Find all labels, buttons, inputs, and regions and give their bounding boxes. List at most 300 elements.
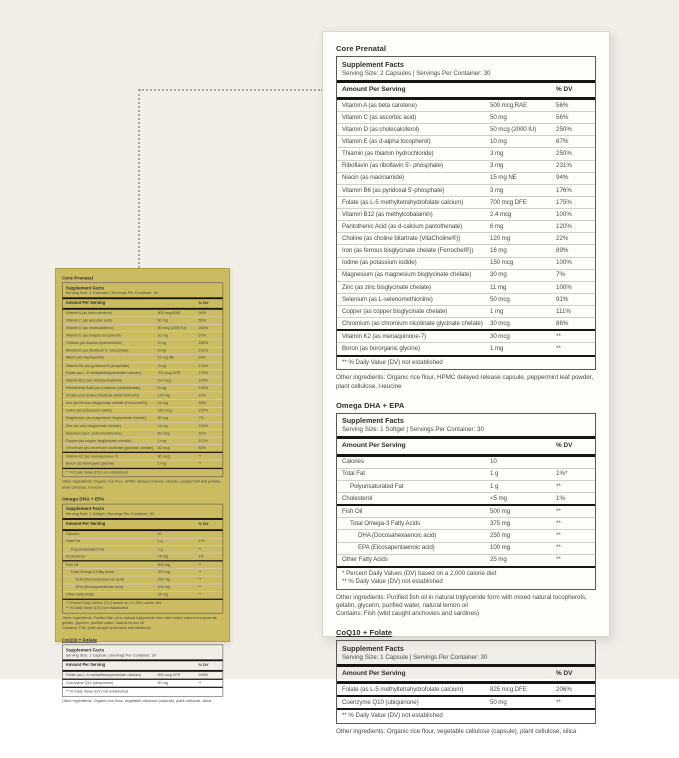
nutrient-name: Cholesterol xyxy=(65,554,85,559)
nutrient-amount: <5 mg xyxy=(490,494,507,502)
nutrient-name: Magnesium (as magnesium bisglycinate chelate) xyxy=(342,271,472,279)
nutrient-name: Polyunsaturated Fat xyxy=(350,482,404,490)
facts-title: Supplement Facts xyxy=(65,505,105,512)
text-line: Other ingredients: Purified fish oil in natural triglyceride form with mixed natural tocopherols, gelatin, glycerin, purified water, natural lemon oil xyxy=(336,593,587,609)
nutrient-amount: 11 mg xyxy=(490,283,507,291)
nutrient-name: Vitamin D (as cholecalciferol) xyxy=(65,325,114,331)
nutrient-amount: 375 mg xyxy=(157,570,170,575)
fact-row xyxy=(337,684,595,695)
nutrient-name: Boron (as bororganic glycine) xyxy=(65,461,115,467)
callout-connector-vertical-line xyxy=(138,89,140,268)
nutrient-amount: 2.4 mcg xyxy=(157,378,171,383)
nutrient-dv: 89% xyxy=(556,247,569,255)
facts-header xyxy=(337,57,595,83)
nutrient-dv: 89% xyxy=(198,400,207,406)
nutrient-dv: ** xyxy=(556,482,561,490)
text-line: Other ingredients: Organic rice flour, HPMC delayed release capsule, peppermint leaf powder, plant cellulose, l-leucine xyxy=(336,374,594,390)
nutrient-name: Chromium (as chromium nicotinate glycinate chelate) xyxy=(342,319,483,327)
nutrient-dv: 56% xyxy=(198,310,207,316)
fact-row xyxy=(337,492,595,504)
nutrient-amount: 16 mg xyxy=(157,400,168,406)
fact-row xyxy=(337,293,595,305)
nutrient-dv: 250% xyxy=(198,340,209,346)
column-header-row xyxy=(337,667,595,684)
nutrient-name: Folate (as L-5 methyltetrahydrofolate calcium) xyxy=(65,370,141,376)
serving-line: Serving Size: 2 Capsules | Servings Per Container: 30 xyxy=(65,290,158,296)
fact-row xyxy=(63,362,223,370)
nutrient-dv: ** xyxy=(556,532,561,540)
nutrient-amount: 30 mcg xyxy=(490,319,510,327)
column-header-row xyxy=(63,661,223,672)
nutrient-dv: ** xyxy=(556,345,561,353)
nutrient-amount: 1 mg xyxy=(157,438,166,443)
nutrient-dv: 250% xyxy=(556,125,572,133)
nutrient-dv: 86% xyxy=(556,319,569,327)
nutrient-amount: 50 mcg (2000 IU) xyxy=(490,125,537,133)
serving-line: Serving Size: 1 Softgel | Servings Per Container: 30 xyxy=(342,426,484,434)
serving-line: Serving Size: 2 Capsules | Servings Per Container: 30 xyxy=(342,69,491,77)
facts-rows xyxy=(337,457,595,566)
nutrient-amount: 3 mg xyxy=(490,162,504,170)
nutrient-name: EPA (Eicosapentaenoic acid) xyxy=(358,544,435,552)
fact-row xyxy=(63,562,223,569)
text-line: * Percent Daily Values (DV) based on a 2,000 calorie diet xyxy=(342,569,497,577)
nutrient-amount: 3 mg xyxy=(157,363,166,368)
facts-footnotes xyxy=(337,355,595,370)
text-line: Other ingredients: Organic rice flour, vegetable cellulose (capsule), plant cellulose, silica xyxy=(336,728,577,736)
nutrient-dv: ** xyxy=(556,556,561,564)
nutrient-dv: 67% xyxy=(556,138,569,146)
nutrient-amount: 150 mcg xyxy=(157,408,172,413)
nutrient-dv: ** xyxy=(556,507,561,515)
fact-row xyxy=(337,172,595,184)
fact-row xyxy=(63,568,223,576)
facts-title: Supplement Facts xyxy=(65,284,105,291)
nutrient-dv: 1% xyxy=(198,554,204,559)
nutrient-dv: 7% xyxy=(556,271,565,279)
facts-footnotes xyxy=(63,687,223,696)
nutrient-dv: 22% xyxy=(556,235,569,243)
serving-line: Serving Size: 1 Capsule | Servings Per Container: 30 xyxy=(65,653,156,658)
nutrient-name: Polyunsaturated Fat xyxy=(70,546,104,552)
fact-row xyxy=(63,429,223,437)
nutrient-name: Copper (as copper bisglycinate chelate) xyxy=(65,438,131,443)
product-label-thumbnail xyxy=(55,268,230,704)
nutrient-amount: 700 mcg DFE xyxy=(157,370,181,376)
product-core-prenatal xyxy=(336,44,596,391)
fact-row xyxy=(337,457,595,468)
fact-row xyxy=(63,444,223,452)
nutrient-dv: 176% xyxy=(198,363,209,368)
nutrient-name: Selenium (as L-selenomethionine) xyxy=(65,431,122,436)
nutrient-name: Folate (as L-5 methyltetrahydrofolate calcium) xyxy=(65,672,141,678)
nutrient-dv: 91% xyxy=(556,295,569,303)
nutrient-name: Calories xyxy=(342,458,364,466)
fact-row xyxy=(337,208,595,220)
column-header-row xyxy=(63,299,223,310)
text-line: ** % Daily Value (DV) not established xyxy=(342,712,443,720)
nutrient-dv: 100% xyxy=(198,378,209,383)
nutrient-name: Copper (as copper bisglycinate chelate) xyxy=(342,307,448,315)
nutrient-name: Pantothenic Acid (as d-calcium pantothenate) xyxy=(65,385,141,391)
text-line: ** % Daily Value (DV) not established xyxy=(342,578,443,585)
nutrient-name: Vitamin B12 (as methylcobalamin) xyxy=(65,378,122,383)
text-line: ** % Daily Value (DV) not established xyxy=(65,689,129,694)
facts-footnotes xyxy=(337,708,595,723)
product-coq10-folate xyxy=(336,628,596,736)
other-ingredients xyxy=(336,728,596,736)
nutrient-name: Choline (as choline bitartrate (VitaCholine®)) xyxy=(65,393,139,398)
amount-per-serving-header: Amount Per Serving xyxy=(342,442,406,450)
nutrient-amount: 25 mg xyxy=(157,592,168,597)
nutrient-amount: 500 mcg RAE xyxy=(157,310,181,316)
nutrient-amount: 30 mg xyxy=(490,271,507,279)
nutrient-amount: 3 mg xyxy=(157,348,166,353)
nutrient-name: Total Omega-3 Fatty Acids xyxy=(70,570,115,575)
nutrient-dv: 231% xyxy=(556,162,572,170)
facts-section xyxy=(337,329,595,354)
nutrient-amount: 250 mg xyxy=(490,532,511,540)
nutrient-name: EPA (Eicosapentaenoic acid) xyxy=(75,585,124,590)
nutrient-amount: 100 mg xyxy=(157,585,170,590)
nutrient-name: Folate (as L-5 methyltetrahydrofolate calcium) xyxy=(342,198,464,206)
facts-section xyxy=(337,684,595,695)
fact-row xyxy=(63,680,223,687)
other-ingredients xyxy=(62,616,223,631)
nutrient-dv: 7% xyxy=(198,416,204,421)
nutrient-amount: 10 mg xyxy=(490,138,507,146)
nutrient-name: Vitamin E (as d-alpha tocopherol) xyxy=(342,138,431,146)
nutrient-name: Vitamin C (as ascorbic acid) xyxy=(342,113,417,121)
facts-header xyxy=(63,645,223,661)
fact-row xyxy=(337,147,595,159)
nutrient-amount: 120 mg xyxy=(157,393,170,398)
facts-title: Supplement Facts xyxy=(342,59,404,69)
nutrient-amount: 50 mcg (2000 IU) xyxy=(157,325,187,331)
nutrient-amount: 500 mg xyxy=(157,562,170,567)
fact-row xyxy=(63,531,223,538)
fact-row xyxy=(63,583,223,591)
nutrient-amount: 150 mcg xyxy=(490,259,514,267)
other-ingredients xyxy=(336,594,596,619)
fact-row xyxy=(63,384,223,392)
nutrient-name: Total Fat xyxy=(342,470,365,478)
nutrient-amount: 50 mcg xyxy=(157,431,170,436)
fact-row xyxy=(337,257,595,269)
other-ingredients xyxy=(336,374,596,390)
serving-line: Serving Size: 1 Softgel | Servings Per Container: 30 xyxy=(65,511,154,517)
label-zoom-panel xyxy=(322,31,610,736)
nutrient-dv: 94% xyxy=(556,174,569,182)
fact-row xyxy=(63,545,223,553)
column-header-row xyxy=(337,439,595,456)
nutrient-name: Zinc (as zinc bisglycinate chelate) xyxy=(65,423,121,428)
nutrient-amount: 1 g xyxy=(490,470,499,478)
nutrient-dv: 67% xyxy=(198,333,207,338)
nutrient-amount: <5 mg xyxy=(157,554,168,559)
product-title: Omega DHA + EPA xyxy=(336,400,405,410)
product-core-prenatal xyxy=(62,275,223,490)
supplement-facts-box xyxy=(336,56,596,370)
supplement-facts-box xyxy=(62,645,223,697)
text-line: Other ingredients: Organic rice flour, vegetable cellulose (capsule), plant cellulose, silica xyxy=(62,699,212,704)
fact-row xyxy=(337,220,595,232)
supplement-facts-box xyxy=(336,640,596,724)
nutrient-dv: 231% xyxy=(198,348,209,353)
nutrient-name: Iodine (as potassium iodide) xyxy=(65,408,112,413)
nutrient-dv: 111% xyxy=(556,307,571,315)
facts-section xyxy=(337,695,595,708)
nutrient-amount: 100 mg xyxy=(490,544,511,552)
fact-row xyxy=(63,407,223,415)
nutrient-name: Vitamin B6 (as pyridoxal 5'-phosphate) xyxy=(342,186,445,194)
nutrient-dv: 100% xyxy=(556,259,572,267)
nutrient-amount: 10 xyxy=(157,531,162,537)
nutrient-dv: ** xyxy=(556,519,561,527)
nutrient-dv: 111% xyxy=(198,438,208,443)
fact-row xyxy=(337,184,595,196)
fact-row xyxy=(337,542,595,554)
nutrient-dv: 175% xyxy=(556,198,572,206)
supplement-facts-box xyxy=(336,413,596,590)
nutrient-dv: ** xyxy=(556,544,561,552)
nutrient-name: DHA (Docosahexaenoic acid) xyxy=(75,577,125,582)
nutrient-dv: ** xyxy=(198,681,202,686)
nutrient-name: Coenzyme Q10 (ubiquinone) xyxy=(65,681,114,686)
nutrient-amount: 11 mg xyxy=(157,423,168,428)
product-title: Core Prenatal xyxy=(62,275,94,281)
nutrient-amount: 3 mg xyxy=(157,340,166,346)
nutrient-dv: 100% xyxy=(556,210,572,218)
fact-row xyxy=(337,269,595,281)
nutrient-dv: ** xyxy=(198,562,202,567)
nutrient-dv: ** xyxy=(198,546,202,552)
serving-line: Serving Size: 1 Capsule | Servings Per Container: 30 xyxy=(342,653,488,661)
column-header-row xyxy=(63,520,223,531)
fact-row xyxy=(63,591,223,599)
fact-row xyxy=(337,554,595,566)
nutrient-name: Riboflavin (as riboflavin 5'- phosphate) xyxy=(65,348,129,353)
nutrient-dv: ** xyxy=(556,333,561,341)
nutrient-amount: 50 mg xyxy=(490,699,507,707)
nutrient-dv: ** xyxy=(198,585,202,590)
nutrient-name: Niacin (as niacinamide) xyxy=(65,355,105,361)
nutrient-amount: 25 mg xyxy=(490,556,507,564)
text-line: Other ingredients: Purified fish oil in natural triglyceride form with mixed natural tocopherols, gelatin, glycerin, purified water, natural lemon oil xyxy=(62,615,218,626)
facts-title: Supplement Facts xyxy=(65,646,105,653)
nutrient-amount: 1 mg xyxy=(490,345,504,353)
fact-row xyxy=(63,332,223,340)
nutrient-dv: 1%* xyxy=(556,470,568,478)
fact-row xyxy=(337,331,595,342)
fact-row xyxy=(337,123,595,135)
nutrient-name: DHA (Docosahexaenoic acid) xyxy=(358,532,437,540)
nutrient-name: Vitamin B6 (as pyridoxal 5'-phosphate) xyxy=(65,363,130,368)
nutrient-name: Vitamin A (as beta carotene) xyxy=(65,310,113,316)
nutrient-name: Iron (as ferrous bisglycinate chelate (Ferrochel®)) xyxy=(65,400,148,406)
fact-row xyxy=(337,529,595,541)
facts-rows xyxy=(63,310,223,468)
nutrient-name: Choline (as choline bitartrate (VitaCholine®)) xyxy=(342,235,461,243)
nutrient-name: Fish Oil xyxy=(342,507,363,515)
nutrient-amount: 375 mg xyxy=(490,519,511,527)
fact-row xyxy=(337,135,595,147)
nutrient-dv: 22% xyxy=(198,393,207,398)
nutrient-amount: 1 g xyxy=(490,482,499,490)
supplement-facts-box xyxy=(62,504,223,614)
nutrient-name: Cholesterol xyxy=(342,494,373,502)
facts-section xyxy=(63,452,223,468)
fact-row xyxy=(337,196,595,208)
label-content xyxy=(62,275,223,704)
nutrient-name: Vitamin B12 (as methylcobalamin) xyxy=(342,210,433,218)
facts-header xyxy=(337,641,595,667)
facts-section xyxy=(337,457,595,505)
facts-section xyxy=(63,679,223,687)
nutrient-amount: 1 g xyxy=(157,546,163,552)
product-title: Core Prenatal xyxy=(336,44,387,53)
nutrient-amount: 500 mg xyxy=(490,507,511,515)
text-line: ** % Daily Value (DV) not established xyxy=(342,358,443,366)
nutrient-name: Iodine (as potassium iodide) xyxy=(342,259,417,267)
nutrient-amount: 3 mg xyxy=(490,186,504,194)
nutrient-amount: 10 xyxy=(490,458,497,466)
nutrient-dv: ** xyxy=(198,454,202,459)
nutrient-dv: 94% xyxy=(198,355,207,361)
fact-row xyxy=(337,244,595,256)
nutrient-amount: 1 mg xyxy=(157,461,166,467)
text-line: ** % Daily Value (DV) not established xyxy=(65,470,129,475)
dv-header: % DV xyxy=(556,85,573,93)
fact-row xyxy=(63,339,223,347)
nutrient-amount: 825 mcg DFE xyxy=(490,685,527,693)
amount-per-serving-header: Amount Per Serving xyxy=(65,521,106,527)
fact-row xyxy=(63,422,223,430)
nutrient-amount: 16 mg xyxy=(490,247,507,255)
fact-row xyxy=(63,347,223,355)
nutrient-amount: 250 mg xyxy=(157,577,170,582)
nutrient-name: Thiamin (as thiamin hydrochloride) xyxy=(342,150,434,158)
nutrient-amount: 6 mg xyxy=(157,385,166,391)
fact-row xyxy=(337,480,595,492)
fact-row xyxy=(63,460,223,468)
nutrient-name: Vitamin D (as cholecalciferol) xyxy=(342,125,420,133)
fact-row xyxy=(337,517,595,529)
fact-row xyxy=(63,453,223,460)
nutrient-name: Vitamin E (as d-alpha tocopherol) xyxy=(65,333,121,338)
nutrient-dv: 56% xyxy=(556,101,569,109)
amount-per-serving-header: Amount Per Serving xyxy=(65,662,106,668)
facts-rows xyxy=(63,531,223,599)
nutrient-amount: 825 mcg DFE xyxy=(157,672,181,678)
nutrient-dv: 176% xyxy=(556,186,572,194)
fact-row xyxy=(63,324,223,332)
nutrient-amount: 1 mg xyxy=(490,307,504,315)
nutrient-dv: ** xyxy=(556,699,561,707)
facts-section xyxy=(337,504,595,566)
nutrient-name: Magnesium (as magnesium bisglycinate chelate) xyxy=(65,416,146,421)
fact-row xyxy=(63,369,223,377)
nutrient-name: Riboflavin (as riboflavin 5'- phosphate) xyxy=(342,162,444,170)
fact-row xyxy=(63,576,223,584)
nutrient-dv: 86% xyxy=(198,446,207,451)
nutrient-amount: 50 mg xyxy=(157,681,168,686)
callout-connector-horizontal-line xyxy=(139,89,323,91)
facts-section xyxy=(63,531,223,560)
text-line: ** % Daily Value (DV) not established xyxy=(65,606,129,611)
nutrient-dv: 1% xyxy=(556,494,565,502)
facts-section xyxy=(337,100,595,329)
fact-row xyxy=(63,377,223,385)
nutrient-name: Chromium (as chromium nicotinate glycinate chelate) xyxy=(65,446,153,451)
nutrient-dv: 100% xyxy=(198,423,209,428)
facts-rows xyxy=(63,672,223,687)
nutrient-name: Vitamin K2 (as menaquinone-7) xyxy=(65,454,118,459)
nutrient-dv: 56% xyxy=(556,113,569,121)
label-content xyxy=(336,44,596,736)
nutrient-name: Calories xyxy=(65,531,80,537)
nutrient-name: Boron (as bororganic glycine) xyxy=(342,345,420,353)
fact-row xyxy=(63,553,223,561)
nutrient-dv: 175% xyxy=(198,370,209,376)
nutrient-amount: 30 mcg xyxy=(157,446,170,451)
fact-row xyxy=(337,281,595,293)
fact-row xyxy=(63,317,223,325)
product-omega-dha-epa xyxy=(336,401,596,619)
dv-header: % DV xyxy=(556,669,573,677)
text-line: Contains: Fish (wild caught anchovies and sardines) xyxy=(336,610,480,618)
facts-rows xyxy=(337,684,595,708)
dv-header: % DV xyxy=(556,442,573,450)
nutrient-amount: 50 mg xyxy=(157,318,168,323)
facts-section xyxy=(63,560,223,598)
nutrient-dv: 1%* xyxy=(198,539,206,544)
nutrient-name: Vitamin K2 (as menaquinone-7) xyxy=(342,333,427,341)
dv-header: % DV xyxy=(198,522,209,527)
nutrient-amount: 10 mg xyxy=(157,333,168,338)
facts-title: Supplement Facts xyxy=(342,643,404,653)
product-title: Omega DHA + EPA xyxy=(62,496,105,502)
label-content-mini xyxy=(62,275,223,704)
fact-row xyxy=(63,354,223,362)
nutrient-name: Zinc (as zinc bisglycinate chelate) xyxy=(342,283,432,291)
fact-row xyxy=(63,538,223,546)
fact-row xyxy=(63,399,223,407)
product-omega-dha-epa xyxy=(62,496,223,631)
column-header-row xyxy=(337,83,595,100)
nutrient-dv: 100% xyxy=(556,283,572,291)
facts-footnotes xyxy=(337,566,595,589)
nutrient-dv: 100% xyxy=(198,408,209,413)
supplement-facts-box xyxy=(62,282,223,477)
nutrient-name: Vitamin C (as ascorbic acid) xyxy=(65,318,112,323)
nutrient-amount: 3 mg xyxy=(490,150,504,158)
facts-section xyxy=(63,310,223,452)
amount-per-serving-header: Amount Per Serving xyxy=(342,669,406,677)
nutrient-dv: ** xyxy=(198,570,202,575)
nutrient-dv: 120% xyxy=(198,385,209,391)
nutrient-dv: ** xyxy=(198,577,202,582)
facts-section xyxy=(63,672,223,679)
nutrient-dv: ** xyxy=(198,461,202,467)
nutrient-dv: ** xyxy=(198,592,202,597)
nutrient-dv: 206% xyxy=(556,685,572,693)
nutrient-dv: 250% xyxy=(198,325,209,331)
text-line: Other ingredients: Organic rice flour, HPMC delayed release capsule, peppermint leaf powder, plant cellulose, l-leucine xyxy=(62,479,222,490)
label-content-large xyxy=(323,32,609,758)
nutrient-amount: 2.4 mcg xyxy=(490,210,512,218)
nutrient-amount: 50 mcg xyxy=(490,295,510,303)
